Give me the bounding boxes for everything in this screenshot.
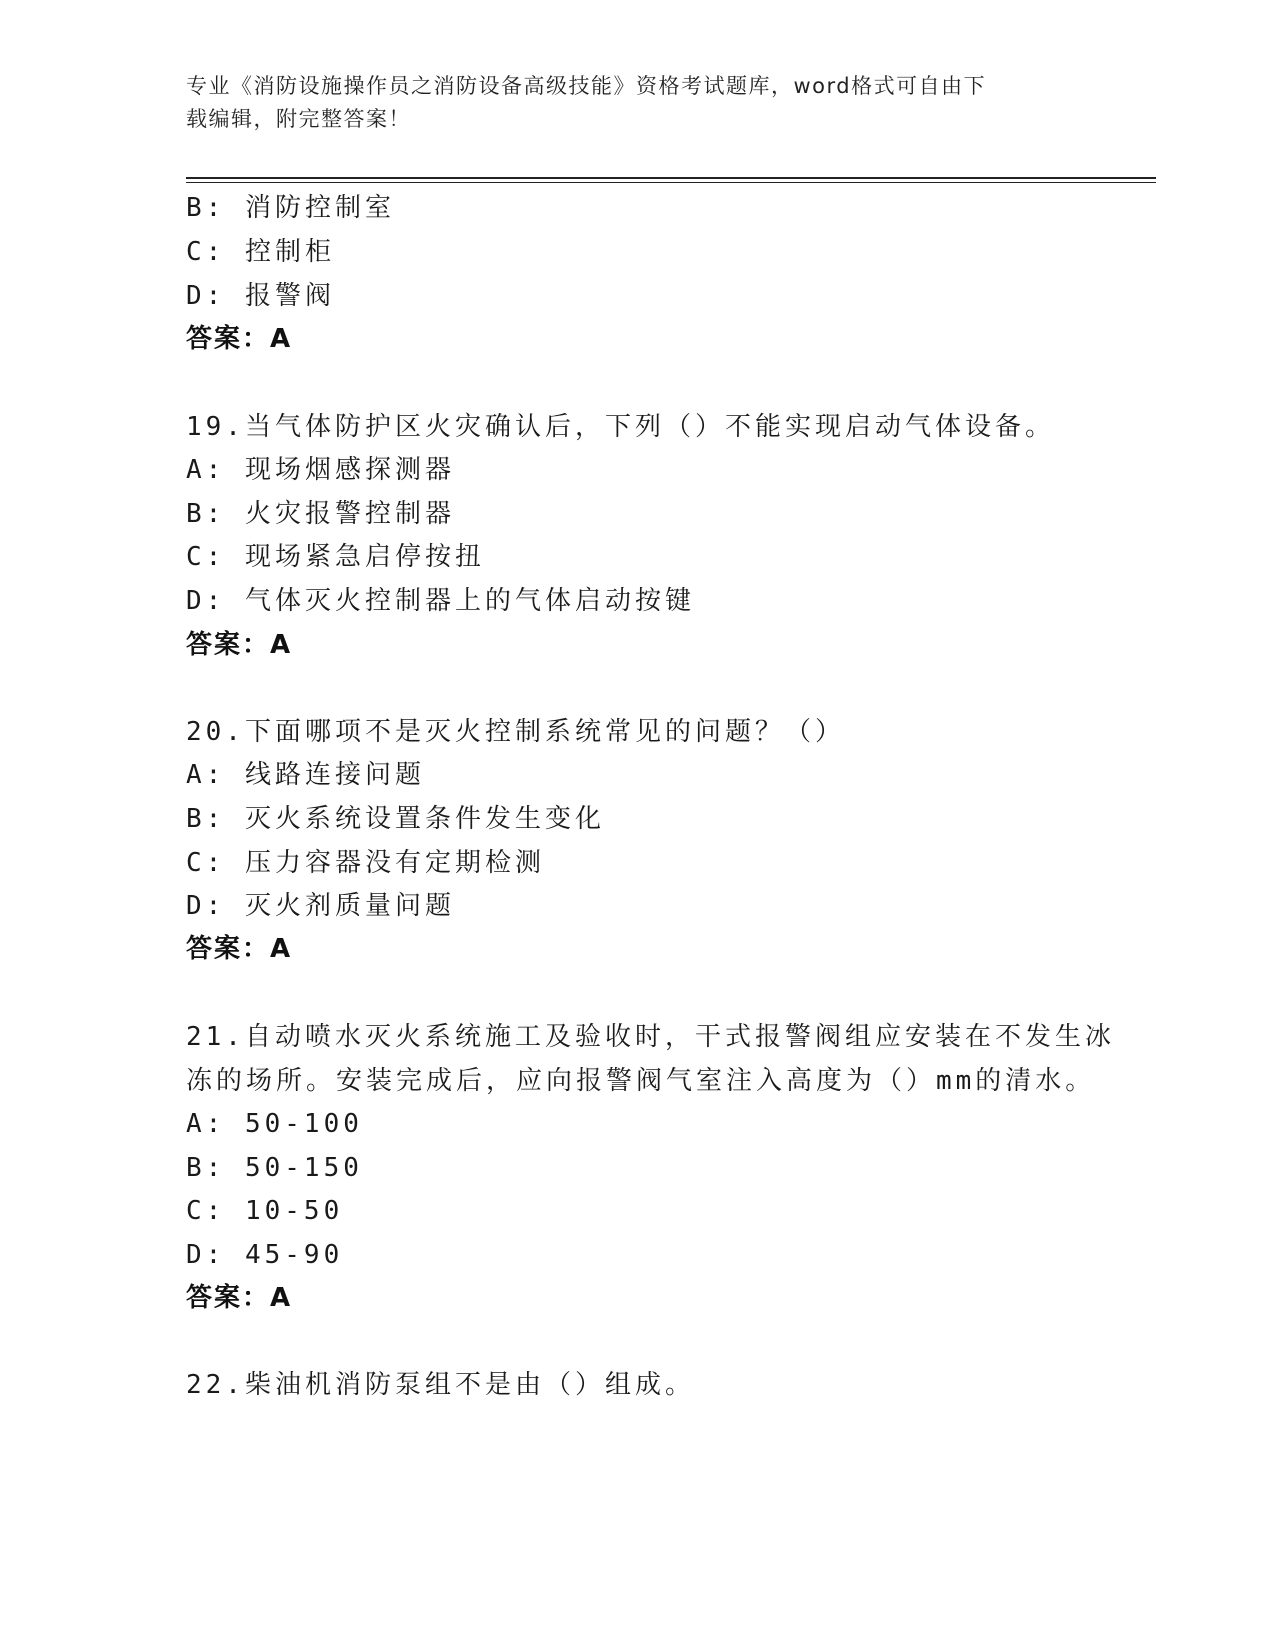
q18-option-d: D: 报警阀 [186,281,335,311]
q20-question: 20.下面哪项不是灭火控制系统常见的问题？（） [186,717,845,747]
q19-option-b: B: 火灾报警控制器 [186,499,455,529]
q18-option-c: C: 控制柜 [186,237,335,267]
q21-option-b: B: 50-150 [186,1153,363,1183]
q19-option-a: A: 现场烟感探测器 [186,455,455,485]
header-divider-thin [186,182,1156,183]
q19-option-d: D: 气体灭火控制器上的气体启动按键 [186,586,695,616]
q20-option-b: B: 灭火系统设置条件发生变化 [186,804,605,834]
header-line-1: 专业《消防设施操作员之消防设备高级技能》资格考试题库，word格式可自由下 [186,74,987,98]
q19-answer: 答案：A [186,630,293,660]
header-line-2: 载编辑，附完整答案！ [186,107,411,131]
q21-option-a: A: 50-100 [186,1109,363,1139]
header-divider-thick [186,177,1156,179]
q21-answer: 答案：A [186,1283,293,1313]
q22-question: 22.柴油机消防泵组不是由（）组成。 [186,1370,695,1400]
q19-option-c: C: 现场紧急启停按扭 [186,542,485,572]
q21-option-d: D: 45-90 [186,1240,344,1270]
q21-question-line-1: 21.自动喷水灭火系统施工及验收时，干式报警阀组应安装在不发生冰 [186,1022,1115,1052]
page-header [186,70,1086,136]
q21-option-c: C: 10-50 [186,1196,344,1226]
q20-option-d: D: 灭火剂质量问题 [186,891,455,921]
q21-question-line-2: 冻的场所。安装完成后，应向报警阀气室注入高度为（）mm的清水。 [186,1066,1096,1096]
q20-answer: 答案：A [186,934,293,964]
q20-option-c: C: 压力容器没有定期检测 [186,848,545,878]
q18-option-b: B: 消防控制室 [186,193,395,223]
q19-question: 19.当气体防护区火灾确认后，下列（）不能实现启动气体设备。 [186,412,1055,442]
q20-option-a: A: 线路连接问题 [186,760,425,790]
q18-answer: 答案：A [186,324,293,354]
